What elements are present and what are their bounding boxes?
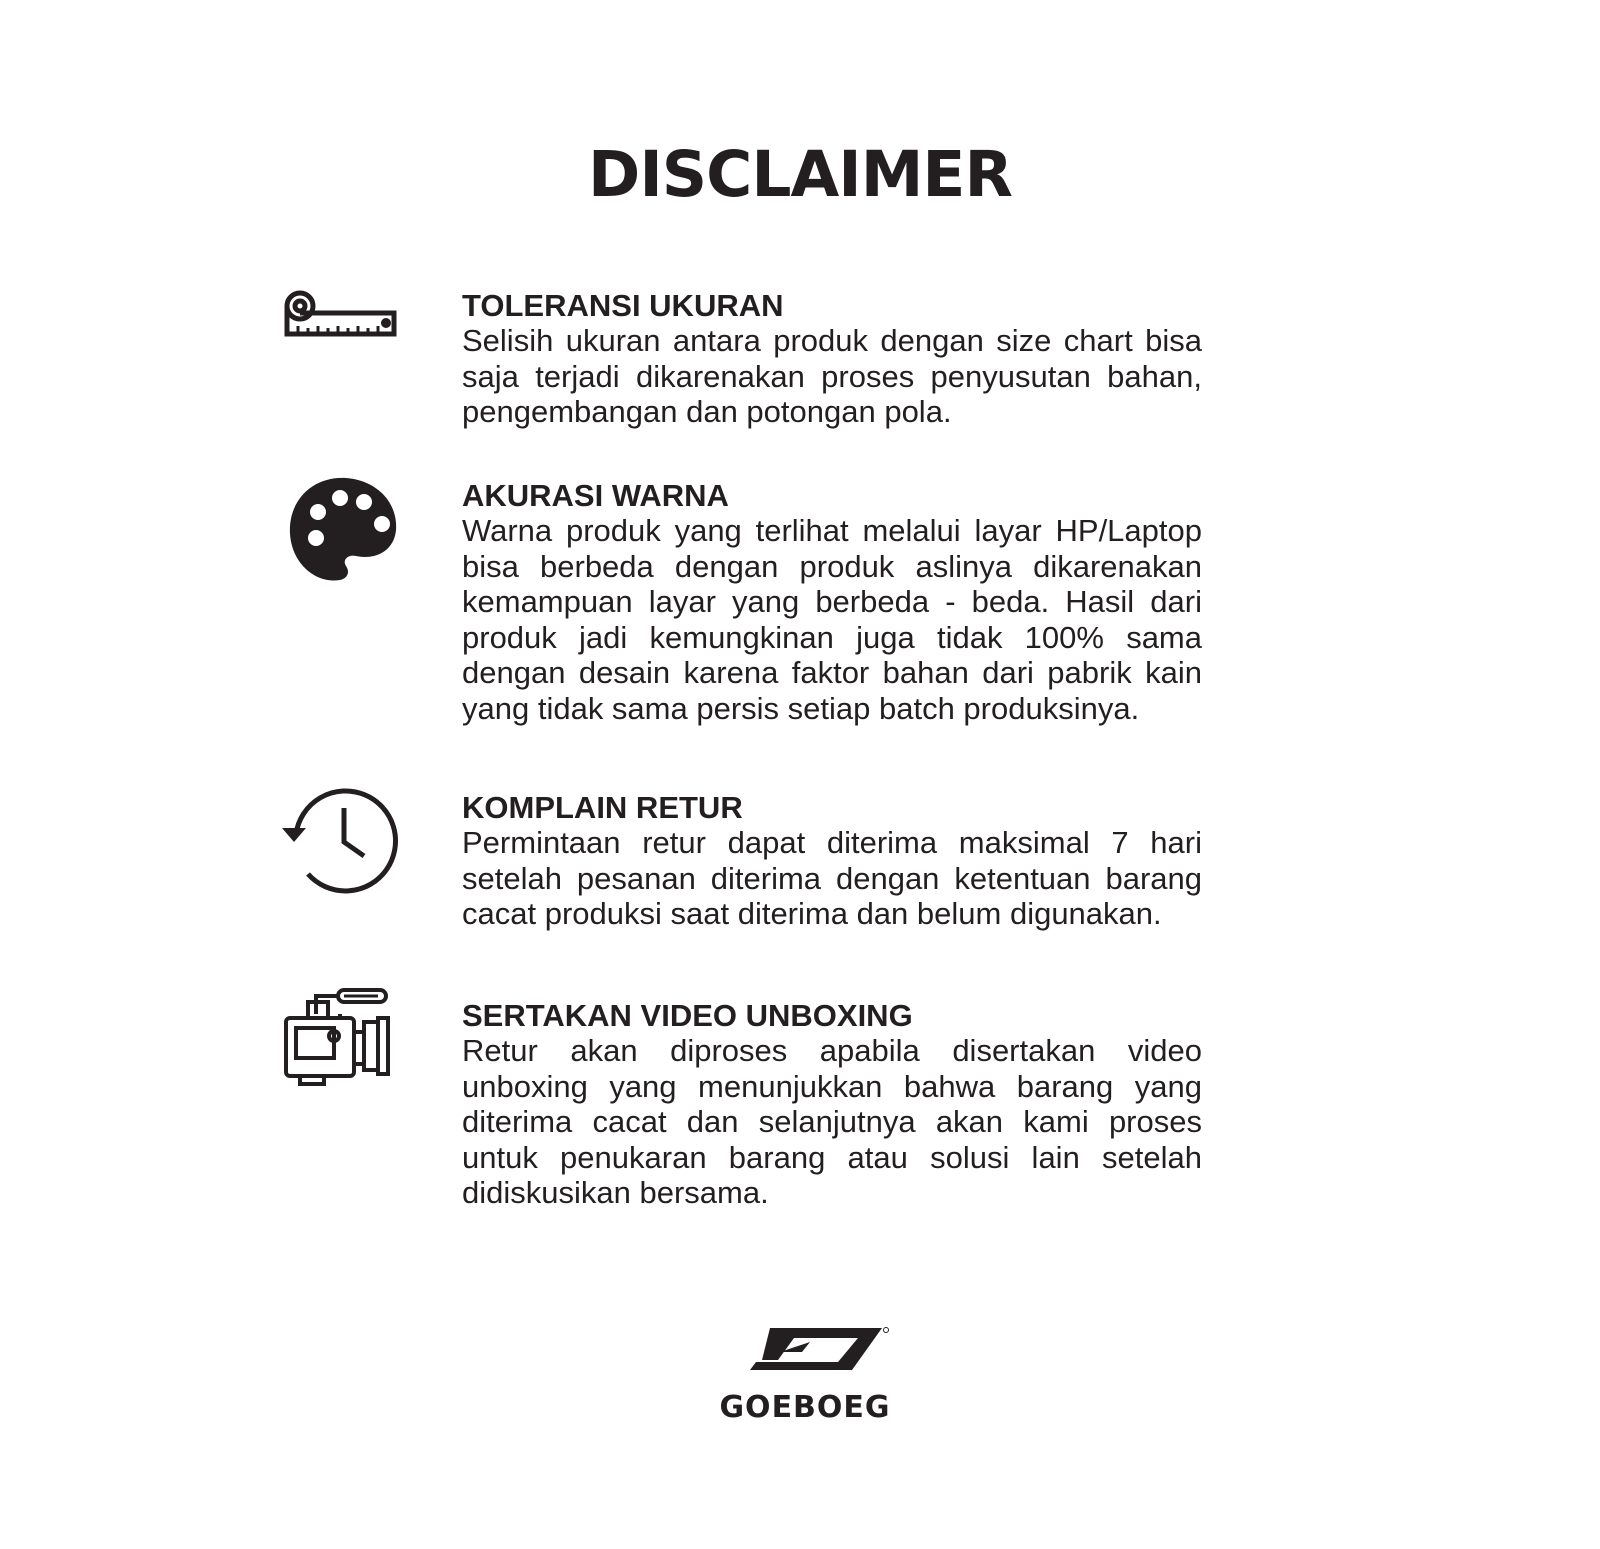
page-title: DISCLAIMER [588, 138, 1012, 211]
brand-name: GOEBOEG [719, 1390, 891, 1425]
section-heading: AKURASI WARNA [462, 478, 729, 513]
section-body: Retur akan diproses apabila disertakan video unboxing yang menunjukkan bahwa barang yang diterima cacat dan selanjutnya akan kami proses untuk penukaran barang atau solusi lain setelah didiskusikan bersama. [462, 1033, 1202, 1210]
measuring-tape-icon [278, 276, 408, 406]
color-palette-icon [278, 468, 408, 598]
clock-history-icon [278, 776, 408, 906]
brand-logo [700, 1326, 910, 1426]
section-heading: KOMPLAIN RETUR [462, 790, 743, 825]
section-body: Selisih ukuran antara produk dengan size chart bisa saja terjadi dikarenakan proses penyusutan bahan, pengembangan dan potongan pola. [462, 323, 1202, 429]
video-camera-icon [278, 988, 408, 1118]
brand-logo-mark [740, 1326, 890, 1386]
section-body: Warna produk yang terlihat melalui layar HP/Laptop bisa berbeda dengan produk aslinya dikarenakan kemampuan layar yang berbeda - beda. Hasil dari produk jadi kemungkinan juga tidak 100% sama dengan desain karena faktor bahan dari pabrik kain yang tidak sama persis setiap batch produksinya. [462, 513, 1202, 726]
section-heading: TOLERANSI UKURAN [462, 288, 784, 323]
section-heading: SERTAKAN VIDEO UNBOXING [462, 998, 913, 1033]
section-body: Permintaan retur dapat diterima maksimal 7 hari setelah pesanan diterima dengan ketentuan barang cacat produksi saat diterima dan belum digunakan. [462, 825, 1202, 931]
